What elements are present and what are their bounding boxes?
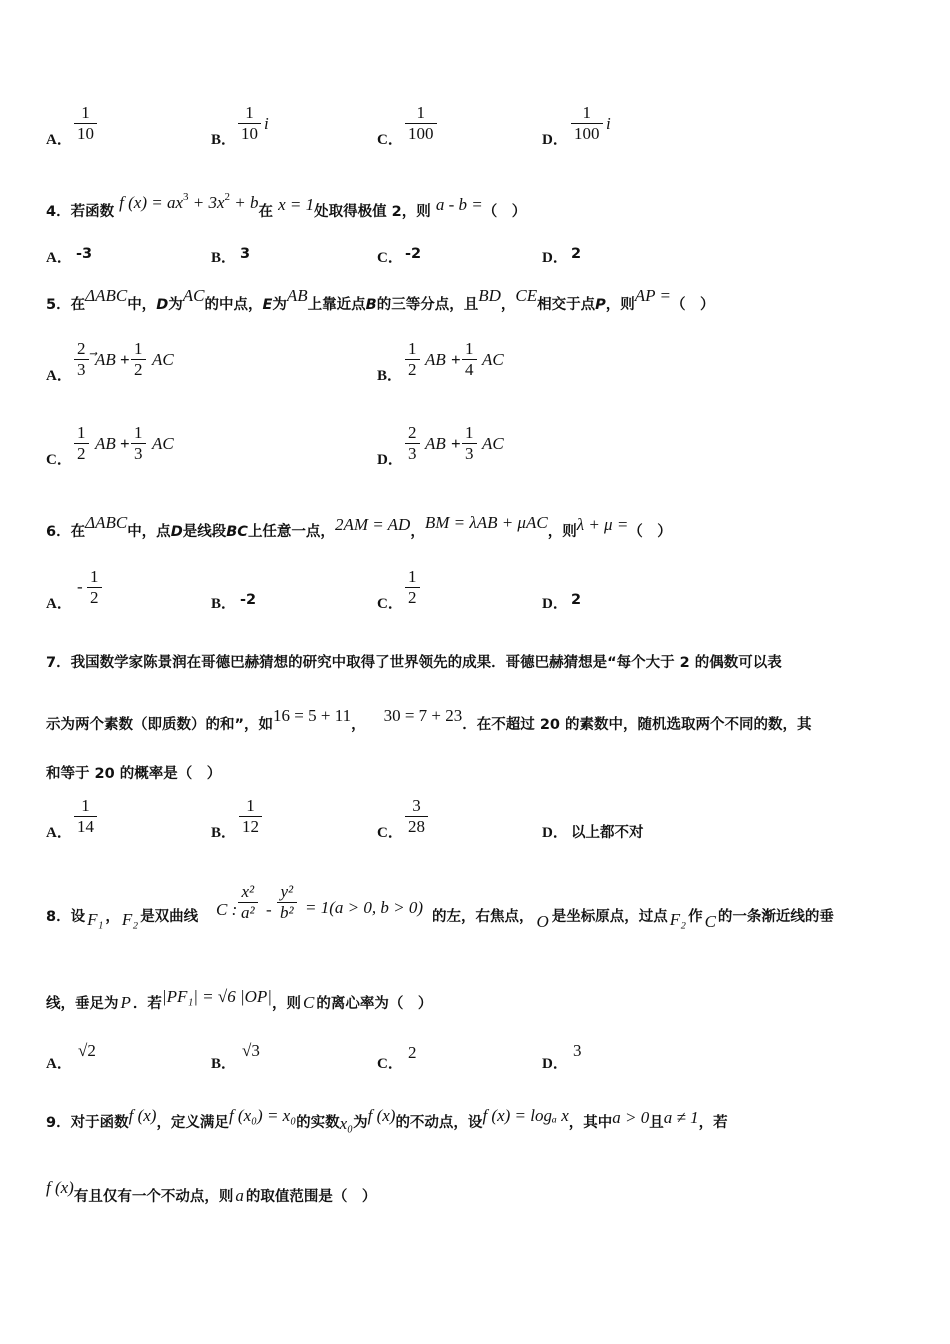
option-label: A．: [46, 825, 72, 841]
question-7-line-1: 7．我国数学家陈景润在哥德巴赫猜想的研究中取得了世界领先的成果．哥德巴赫猜想是“每个大于 2 的偶数可以表: [46, 655, 782, 671]
question-7-line-2: 示为两个素数（即质数）的和”，如16 = 5 + 11， 30 = 7 + 23．在不超过 20 的素数中，随机选取两个不同的数，其: [46, 706, 812, 733]
vector-ab: AB: [425, 350, 446, 369]
fraction: $\frac{1}{100}$: [405, 103, 437, 144]
vector-ab: AB: [425, 434, 446, 453]
option-value: 以上都不对: [571, 825, 644, 841]
option-value: √2: [78, 1041, 96, 1060]
math-expression: a - b =: [435, 195, 483, 214]
option-label: A．: [46, 250, 72, 266]
fraction: $\frac{\text{x²}}{\text{a²}}$: [238, 882, 258, 923]
plus-sign: +: [451, 350, 461, 369]
question-4-stem: 4．若函数 f $(x) = ax^3 + 3x^2 + b$在 x = 1处取得极值 2，则 a - b =（ ）: [46, 191, 527, 220]
question-9-line-1: 9．对于函数f (x)，定义满足f (x₀) = x₀的实数x₀为f (x)的不动点，设f (x) = logₐ x，其中a > 0且a ≠ 1，若: [46, 1106, 728, 1133]
option-label: C．: [377, 1056, 403, 1072]
option-label: B．: [211, 825, 237, 841]
vector-ac: AC: [482, 350, 504, 369]
option-label: B．: [211, 250, 237, 266]
option-label: C．: [377, 132, 403, 148]
fraction: $\frac{\text{y²}}{\text{b²}}$: [277, 882, 297, 923]
fraction: $\frac{1}{10}$: [238, 103, 261, 144]
curve-prefix: C :: [216, 900, 238, 919]
fraction: $\frac{1}{2}$: [74, 423, 89, 464]
fraction: $\frac{2}{3}$: [405, 423, 420, 464]
option-value: -2: [240, 592, 257, 608]
question-7-line-3: 和等于 20 的概率是（ ）: [46, 766, 222, 782]
math-expression: f $(x) = ax^3 + 3x^2 + b$: [119, 191, 259, 212]
plus-sign: +: [451, 434, 461, 453]
minus-sign: -: [77, 577, 83, 596]
fraction: $\frac{1}{4}$: [462, 339, 477, 380]
option-label: C．: [377, 596, 403, 612]
option-value: -3: [76, 246, 93, 262]
option-label: C．: [46, 452, 72, 468]
fraction: $\frac{3}{28}$: [405, 796, 428, 837]
option-value: √3: [242, 1041, 260, 1060]
option-label: C．: [377, 250, 403, 266]
option-label: D．: [542, 1056, 568, 1072]
option-label: D．: [542, 825, 568, 841]
option-label: A．: [46, 368, 72, 384]
fraction: $\frac{1}{10}$: [74, 103, 97, 144]
option-label: B．: [377, 368, 403, 384]
fraction: $\frac{1}{3}$: [131, 423, 146, 464]
fraction: $\frac{2}{3}$: [74, 339, 89, 380]
fraction: $\frac{1}{3}$: [462, 423, 477, 464]
plus-sign: +: [120, 350, 130, 369]
fraction: $\frac{1}{100}$: [571, 103, 603, 144]
option-value: -2: [405, 246, 422, 262]
option-label: A．: [46, 132, 72, 148]
fraction: $\frac{1}{2}$: [405, 567, 420, 608]
fraction: $\frac{1}{12}$: [239, 796, 262, 837]
option-label: B．: [211, 596, 237, 612]
curve-suffix: = 1(a > 0, b > 0): [305, 898, 423, 917]
option-label: D．: [542, 250, 568, 266]
question-9-line-2: f (x)有且仅有一个不动点，则 a 的取值范围是（ ）: [46, 1178, 377, 1205]
option-value: 2: [408, 1043, 417, 1062]
option-suffix: i: [606, 114, 611, 133]
vector-ac: AC: [152, 434, 174, 453]
option-suffix: i: [264, 114, 269, 133]
option-label: A．: [46, 596, 72, 612]
question-8-line-1: 8．设 F₁ ， F₂ 是双曲线: [46, 909, 199, 929]
question-5-stem: 5．在ΔABC中，D为AC的中点，E为AB上靠近点B的三等分点，且BD，CE相交于点P，则AP =（ ）: [46, 286, 715, 313]
option-label: D．: [542, 132, 568, 148]
option-label: D．: [542, 596, 568, 612]
option-label: C．: [377, 825, 403, 841]
option-value: 2: [571, 246, 582, 262]
fraction: $\frac{1}{2}$: [405, 339, 420, 380]
option-label: A．: [46, 1056, 72, 1072]
fraction: $\frac{1}{2}$: [87, 567, 102, 608]
vector-ab: AB: [95, 350, 116, 369]
option-value: 2: [571, 592, 582, 608]
plus-sign: +: [120, 434, 130, 453]
option-value: 3: [573, 1041, 582, 1060]
option-value: 3: [240, 246, 251, 262]
option-label: D．: [377, 452, 403, 468]
question-8-line-2: 线，垂足为 P ．若|PF₁| = √6 |OP|，则 C 的离心率为（ ）: [46, 987, 433, 1012]
vector-ab: AB: [95, 434, 116, 453]
option-label: B．: [211, 1056, 237, 1072]
question-8-line-1b: 的左，右焦点， O 是坐标原点，过点 F₂ 作 C 的一条渐近线的垂: [432, 909, 834, 931]
math-expression: x = 1: [278, 195, 315, 214]
fraction: $\frac{1}{14}$: [74, 796, 97, 837]
vector-ac: AC: [152, 350, 174, 369]
fraction: $\frac{1}{2}$: [131, 339, 146, 380]
option-label: B．: [211, 132, 237, 148]
vector-ac: AC: [482, 434, 504, 453]
question-6-stem: 6．在ΔABC中，点D是线段BC上任意一点，2AM = AD，BM = λAB + μAC，则λ + μ =（ ）: [46, 513, 672, 540]
minus-sign: -: [266, 900, 272, 919]
